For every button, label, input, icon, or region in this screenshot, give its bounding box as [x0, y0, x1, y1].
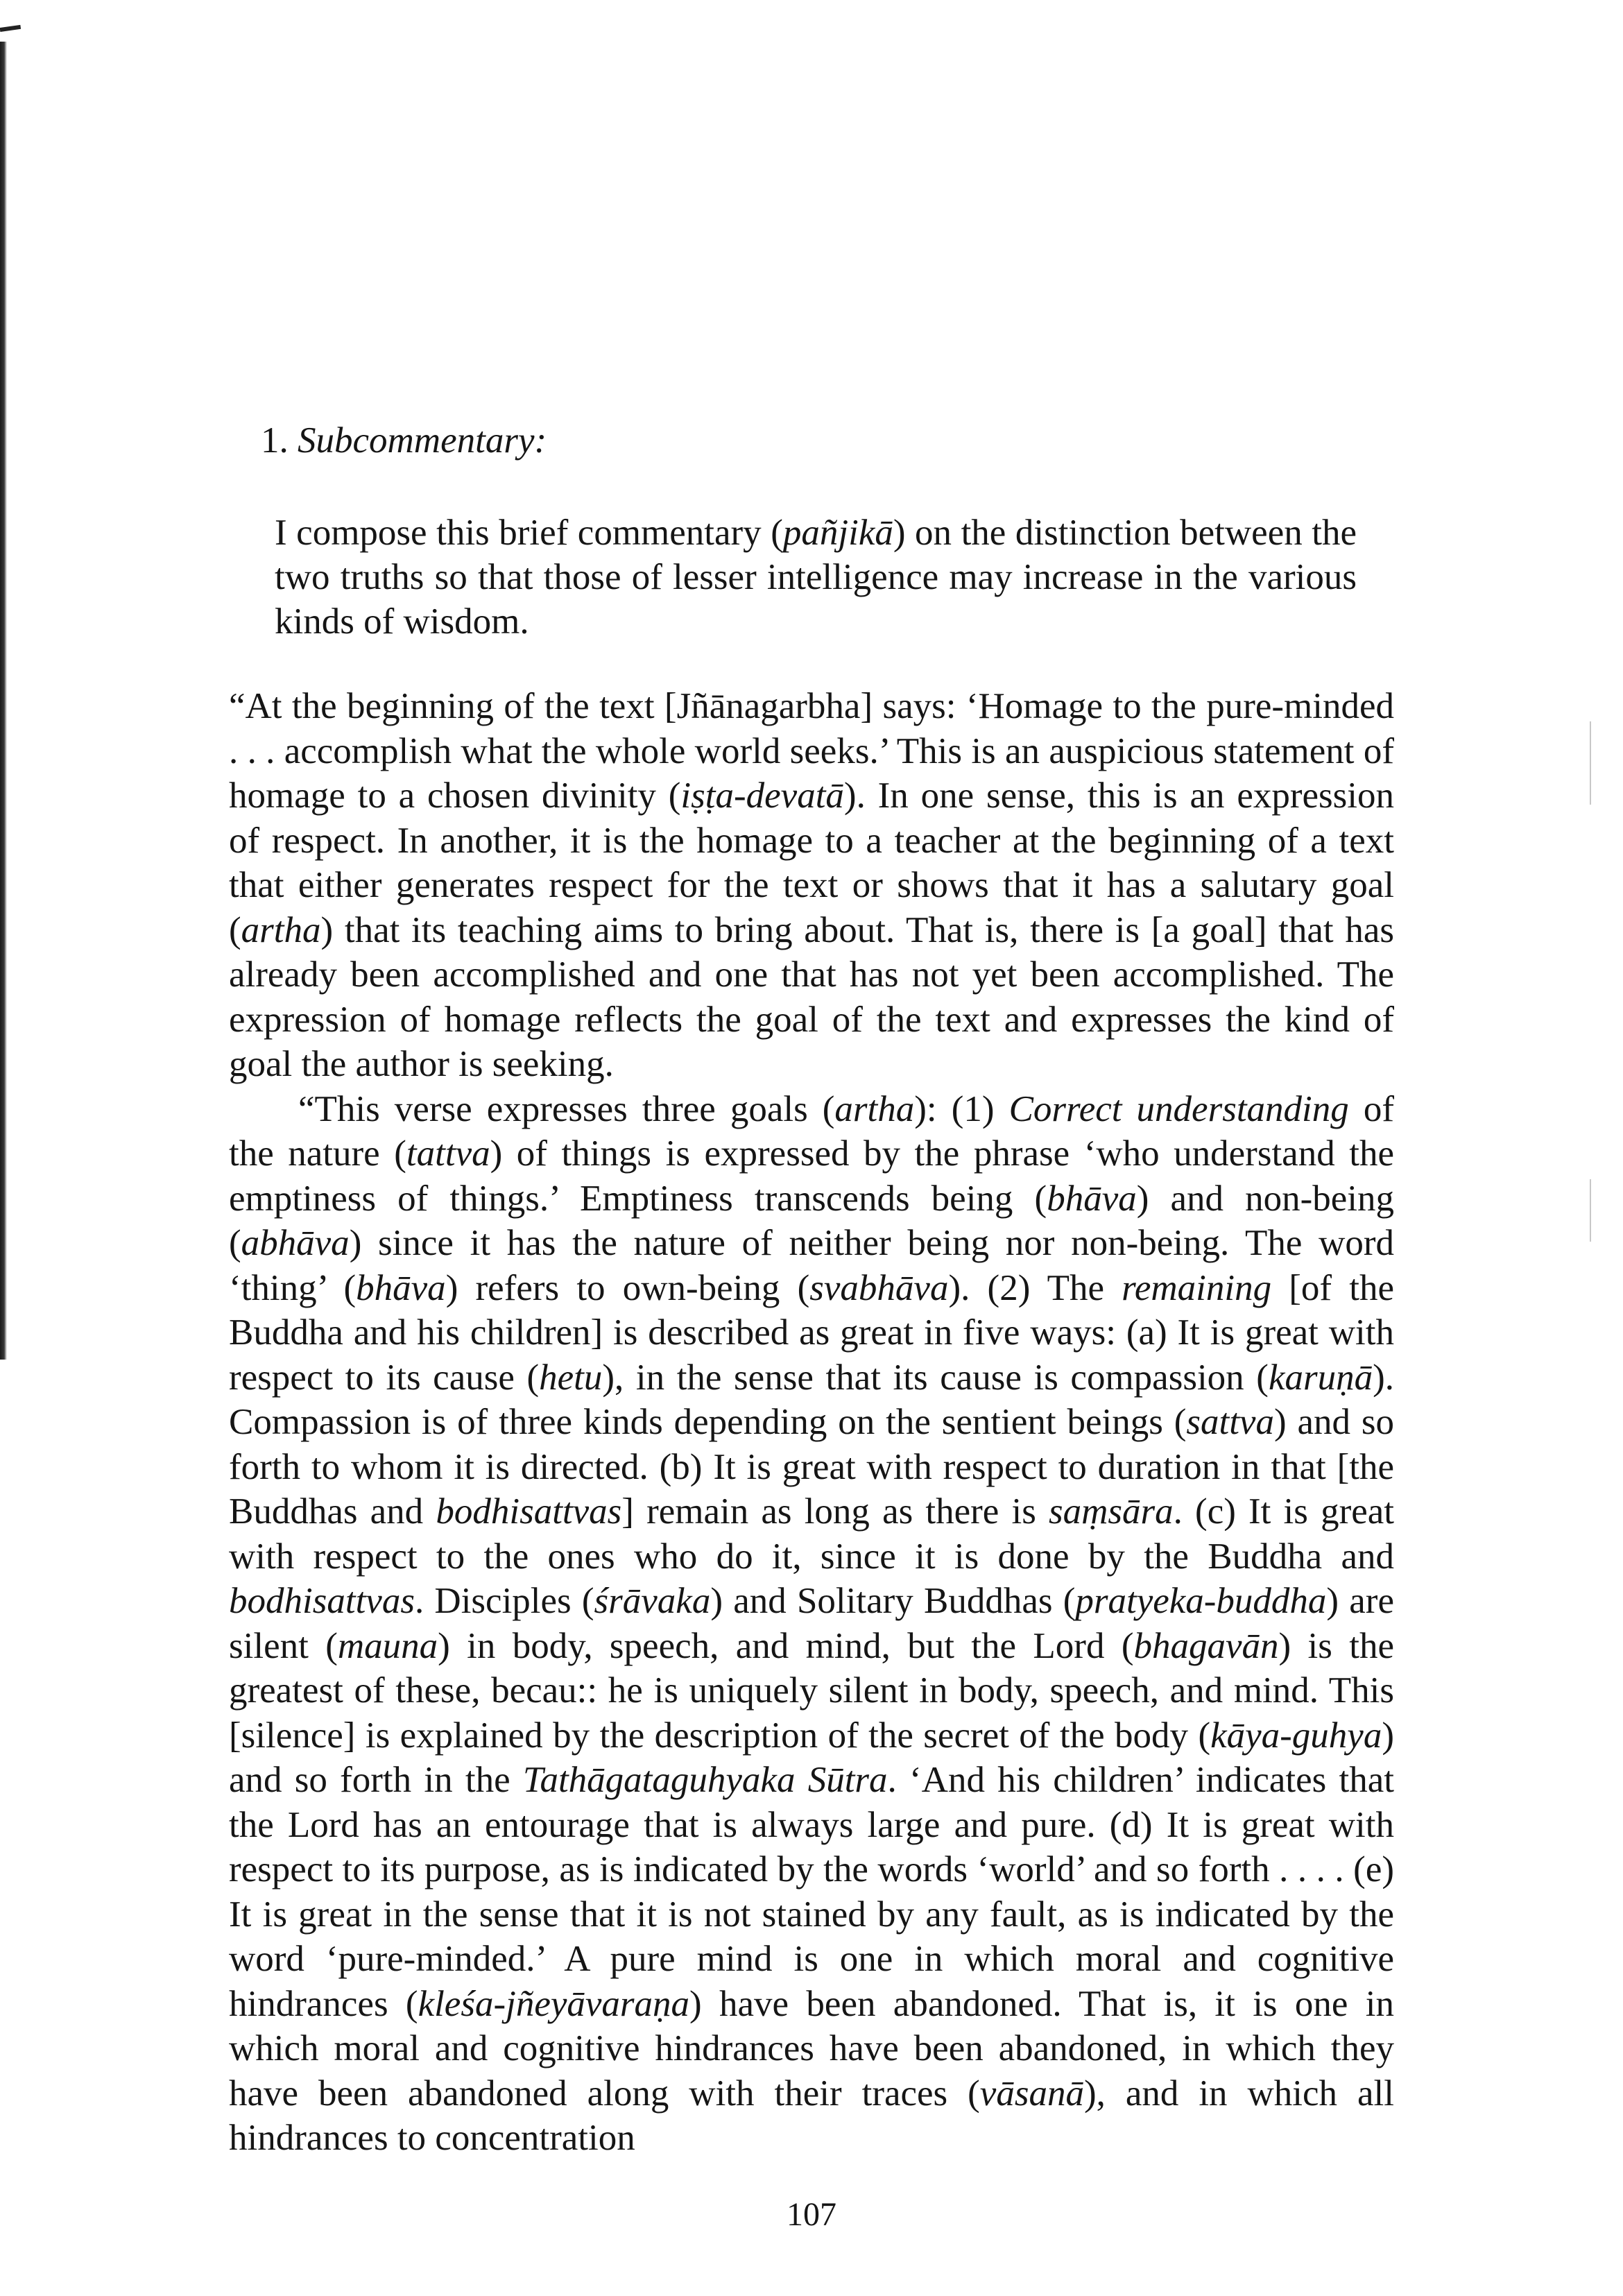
italic-term: kāya-guhya [1210, 1715, 1382, 1756]
scan-edge-corner [0, 25, 21, 32]
scan-edge-shadow [0, 42, 7, 1360]
main-text [229, 684, 1394, 2161]
italic-term: mauna [337, 1625, 438, 1666]
italic-term: śrāvaka [594, 1581, 711, 1621]
page-number: 107 [787, 2196, 836, 2233]
italic-term: artha [834, 1088, 915, 1129]
italic-term: bhagavān [1133, 1625, 1279, 1666]
section-heading [261, 419, 547, 463]
block-quote: I compose this brief commentary (pañjikā) on the distinction between the two truths so that those of lesser intelligence may increase in the various kinds of wisdom. [275, 513, 1357, 642]
italic-term: abhāva [241, 1223, 350, 1263]
italic-term: tattva [406, 1133, 490, 1174]
italic-term: pratyeka-buddha [1075, 1581, 1327, 1621]
italic-term: bhāva [1047, 1178, 1137, 1219]
italic-term: hetu [539, 1357, 603, 1398]
paragraph-2: “This verse expresses three goals (artha): (1) Correct understanding of the nature (tattva) of things is expressed by the phrase ‘who understand the emptiness of things.’ Emptiness transcends being (bhāva) and non-being (abhāva) since it has the nature of neither being nor non-being. The word ‘thing’ (bhāva) refers to own-being (svabhāva). (2) The remaining [of the Buddha and his children] is described as great in five ways: (a) It is great with respect to its cause (hetu), in the sense that its cause is compassion (karuṇā). Compassion is of three kinds depending on the sentient beings (sattva) and so forth to whom it is directed. (b) It is great with respect to duration in that [the Buddhas and bodhisattvas] remain as long as there is saṃsāra. (c) It is great with respect to the ones who do it, since it is done by the Buddha and bodhisattvas. Disciples (śrāvaka) and Solitary Buddhas (pratyeka-buddha) are silent (mauna) in body, speech, and mind, but the Lord (bhagavān) is the greatest of these, becau:: he is uniquely silent in body, speech, and mind. This [silence] is explained by the description of the secret of the body (kāya-guhya) and so forth in the Tathāgataguhyaka Sūtra. ‘And his children’ indicates that the Lord has an entourage that is always large and pure. (d) It is great with respect to its purpose, as is indicated by the words ‘world’ and so forth . . . . (e) It is great in the sense that it is not stained by any fault, as is indicated by the word ‘pure-minded.’ A pure mind is one in which moral and cognitive hindrances (kleśa-jñeyāvaraṇa) have been abandoned. That is, it is one in which moral and cognitive hindrances have been abandoned, in which they have been abandoned along with their traces (vāsanā), and in which all hindrances to concentration [229, 1088, 1395, 2158]
italic-term: bodhisattvas [436, 1491, 622, 1532]
italic-term: remaining [1122, 1267, 1272, 1308]
italic-term: svabhāva [809, 1267, 949, 1308]
italic-term: karuṇā [1268, 1357, 1373, 1398]
italic-term: kleśa-jñeyāvaraṇa [418, 1983, 690, 2024]
italic-term: Correct understanding [1008, 1088, 1349, 1129]
italic-term: Tathāgataguhyaka Sūtra [522, 1760, 888, 1800]
section-title: Subcommentary: [298, 420, 547, 461]
paragraph-1: “At the beginning of the text [Jñānagarbha] says: ‘Homage to the pure-minded . . . accomplish what the whole world seeks.’ This is an auspicious statement of homage to a chosen divinity (iṣṭa-devatā). In one sense, this is an expression of respect. In another, it is the homage to a teacher at the beginning of a text that either generates respect for the text or shows that it has a salutary goal (artha) that its teaching aims to bring about. That is, there is [a goal] that has already been accomplished and one that has not yet been accomplished. The expression of homage reflects the goal of the text and expresses the kind of goal the author is seeking. [229, 686, 1395, 1084]
italic-term: pañjikā [782, 513, 893, 553]
scan-mark [1590, 721, 1591, 805]
italic-term: bhāva [356, 1267, 446, 1308]
italic-term: iṣṭa-devatā [680, 776, 844, 816]
italic-term: vāsanā [979, 2073, 1084, 2114]
italic-term: bodhisattvas [229, 1581, 415, 1621]
section-number: 1. [261, 420, 289, 461]
italic-term: saṃsāra [1048, 1491, 1174, 1532]
scan-mark [1590, 1179, 1591, 1242]
italic-term: sattva [1186, 1402, 1274, 1442]
italic-term: artha [241, 909, 321, 950]
